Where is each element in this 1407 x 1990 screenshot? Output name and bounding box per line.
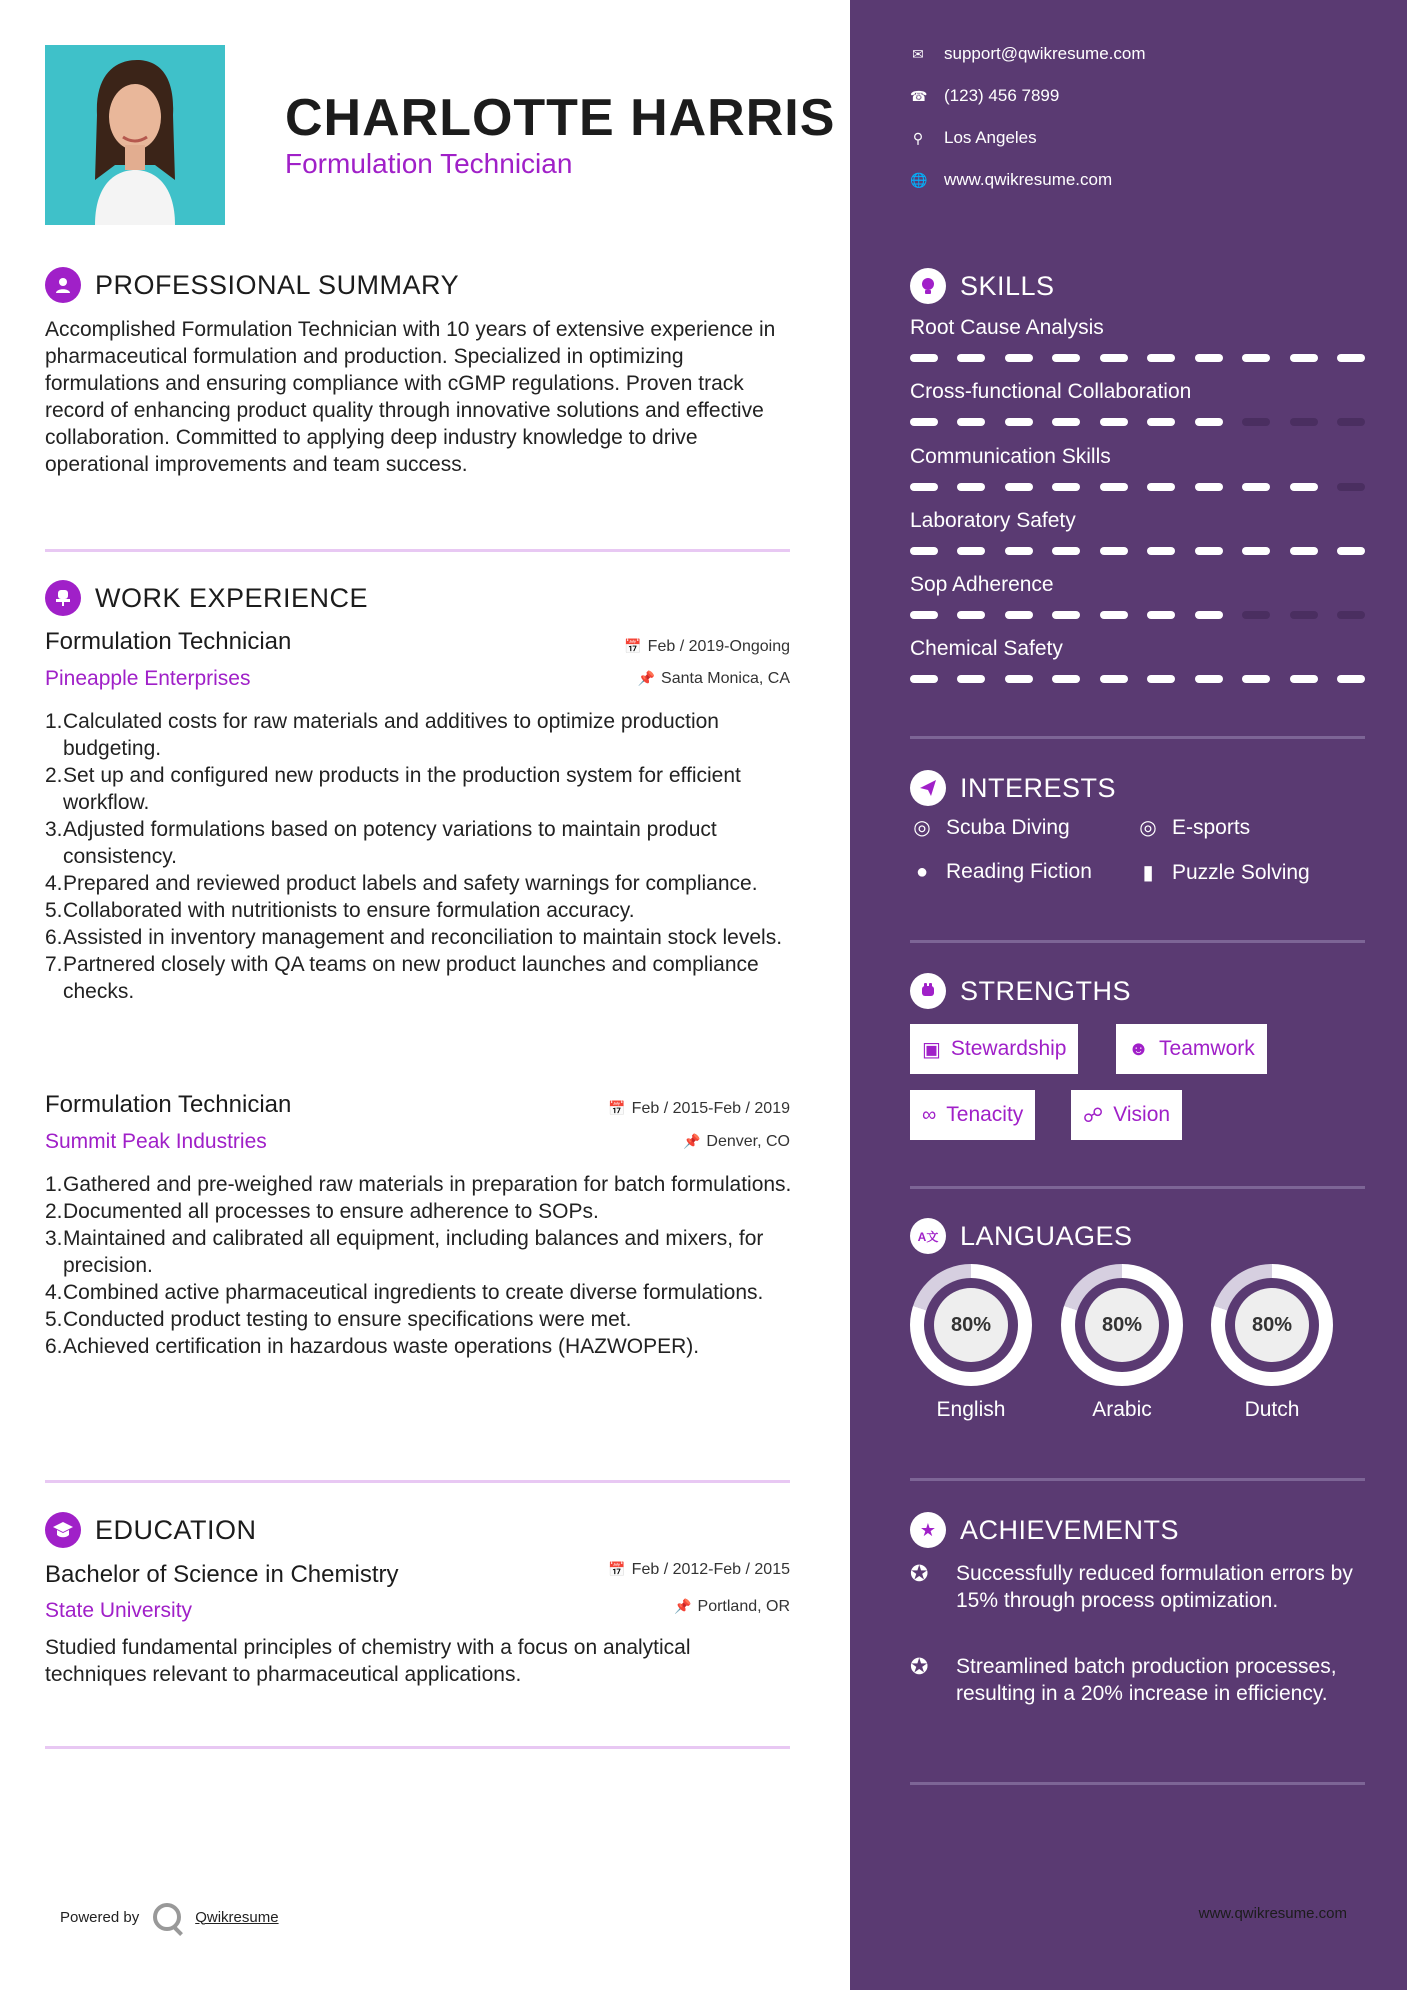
summary-heading bbox=[45, 267, 459, 303]
interests-heading bbox=[910, 770, 1116, 806]
language-item bbox=[1211, 1264, 1333, 1422]
skill-item bbox=[910, 637, 1365, 683]
summary-text: Accomplished Formulation Technician with 10 years of extensive experience in pharmaceutical formulation and production. Specialized in optimizing formulations and ensuring compliance with cGMP regulations. Proven track record of enhancing product quality through innovative solutions and effective collaboration. Committed to applying deep industry knowledge to drive operational improvements and team success. bbox=[45, 318, 776, 476]
skill-level-segment bbox=[1195, 354, 1223, 362]
language-name: English bbox=[936, 1398, 1006, 1421]
interest-item: ● Reading Fiction bbox=[910, 860, 1092, 884]
skill-item bbox=[910, 316, 1365, 362]
pin-icon: 📌 bbox=[682, 1133, 701, 1149]
job-title: Formulation Technician bbox=[45, 1091, 292, 1118]
brand-link[interactable]: Qwikresume bbox=[195, 1908, 279, 1926]
job-date: 📅 Feb / 2019-Ongoing bbox=[624, 638, 790, 655]
users-icon: ☻ bbox=[1128, 1037, 1150, 1060]
language-item bbox=[910, 1264, 1032, 1422]
skill-level-segment bbox=[1147, 547, 1175, 555]
envelope-icon: ✉ bbox=[912, 45, 924, 62]
skill-level-segment bbox=[1337, 675, 1365, 683]
calendar-icon: 📅 bbox=[624, 638, 642, 654]
list-item: 1. Gathered and pre-weighed raw materials in preparation for batch formulations. bbox=[45, 1173, 792, 1196]
list-item: 2. Documented all processes to ensure adherence to SOPs. bbox=[45, 1200, 599, 1223]
list-item: 5. Collaborated with nutritionists to ensure formulation accuracy. bbox=[45, 899, 635, 922]
skill-name: Cross-functional Collaboration bbox=[910, 380, 1192, 403]
skill-level-bar bbox=[910, 675, 1365, 683]
skill-level-segment bbox=[1100, 547, 1128, 555]
job-title: Formulation Technician bbox=[45, 628, 292, 655]
education-location: 📌 Portland, OR bbox=[674, 1598, 790, 1615]
list-item: 3. Maintained and calibrated all equipment, including balances and mixers, for precision. bbox=[45, 1227, 764, 1277]
skill-level-segment bbox=[1052, 354, 1080, 362]
interest-item: ◎ Scuba Diving bbox=[910, 815, 1070, 840]
skill-level-bar bbox=[910, 611, 1365, 619]
list-item: 4. Prepared and reviewed product labels and safety warnings for compliance. bbox=[45, 872, 758, 895]
sidebar bbox=[850, 0, 1407, 1990]
skill-level-segment bbox=[1147, 483, 1175, 491]
contact-phone[interactable]: ☎ (123) 456 7899 bbox=[910, 86, 1060, 105]
job-location: 📌 Denver, CO bbox=[682, 1133, 790, 1150]
skill-level-segment bbox=[1195, 675, 1223, 683]
skill-level-segment bbox=[1100, 483, 1128, 491]
skill-level-segment bbox=[1290, 547, 1318, 555]
skill-name: Communication Skills bbox=[910, 445, 1111, 468]
skill-level-segment bbox=[1005, 483, 1033, 491]
skill-level-segment bbox=[1100, 418, 1128, 426]
interest-item: ▮ Puzzle Solving bbox=[1136, 860, 1310, 885]
skill-level-segment bbox=[1242, 611, 1270, 619]
job-location: 📌 Santa Monica, CA bbox=[637, 670, 790, 687]
interests-title: INTERESTS bbox=[960, 772, 1117, 803]
star-icon: ✪ bbox=[910, 1654, 929, 1679]
briefcase-icon: ▣ bbox=[922, 1038, 941, 1061]
languages-title: LANGUAGES bbox=[960, 1220, 1133, 1251]
skill-level-segment bbox=[1195, 611, 1223, 619]
powered-by bbox=[60, 1903, 279, 1931]
skill-level-segment bbox=[1242, 675, 1270, 683]
skill-level-segment bbox=[1147, 611, 1175, 619]
skill-level-segment bbox=[1052, 483, 1080, 491]
footer-website[interactable]: www.qwikresume.com bbox=[1198, 1905, 1347, 1922]
map-marker-icon: ⚲ bbox=[912, 129, 924, 146]
skill-level-segment bbox=[957, 483, 985, 491]
skill-level-bar bbox=[910, 483, 1365, 491]
language-icon: A文 bbox=[910, 1218, 946, 1254]
skill-level-segment bbox=[1242, 483, 1270, 491]
skill-name: Chemical Safety bbox=[910, 637, 1063, 660]
summary-title: PROFESSIONAL SUMMARY bbox=[95, 269, 460, 300]
pin-icon: 📌 bbox=[674, 1598, 692, 1614]
work-title: WORK EXPERIENCE bbox=[95, 582, 369, 613]
language-ring bbox=[910, 1264, 1032, 1386]
candidate-title: Formulation Technician bbox=[285, 148, 573, 179]
skill-level-segment bbox=[1242, 354, 1270, 362]
skill-level-segment bbox=[1052, 418, 1080, 426]
job-company: Pineapple Enterprises bbox=[45, 667, 251, 690]
skill-level-segment bbox=[1195, 547, 1223, 555]
job-company: Summit Peak Industries bbox=[45, 1130, 267, 1153]
list-item: 3. Adjusted formulations based on potency variations to maintain product consistency. bbox=[45, 818, 717, 868]
divider bbox=[910, 1478, 1365, 1481]
skill-item bbox=[910, 445, 1365, 491]
list-item: 2. Set up and configured new products in the production system for efficient workflow. bbox=[45, 764, 741, 814]
strength-badge: ☍ Vision bbox=[1071, 1090, 1182, 1140]
education-title: EDUCATION bbox=[95, 1514, 257, 1545]
job-duties-list bbox=[45, 1171, 805, 1360]
skill-level-segment bbox=[1052, 611, 1080, 619]
degree-title: Bachelor of Science in Chemistry bbox=[45, 1561, 399, 1588]
skill-level-segment bbox=[957, 418, 985, 426]
paper-plane-icon bbox=[910, 770, 946, 806]
skill-level-segment bbox=[1005, 547, 1033, 555]
language-percent: 80% bbox=[1085, 1288, 1159, 1362]
contact-website[interactable]: 🌐 www.qwikresume.com bbox=[910, 170, 1113, 189]
star-icon: ✪ bbox=[910, 1561, 929, 1586]
skill-level-segment bbox=[910, 547, 938, 555]
divider bbox=[45, 549, 790, 552]
skill-level-segment bbox=[1290, 418, 1318, 426]
skill-level-segment bbox=[957, 354, 985, 362]
book-icon: ▮ bbox=[1142, 862, 1154, 884]
skill-item bbox=[910, 380, 1365, 426]
divider bbox=[45, 1746, 790, 1749]
skill-level-segment bbox=[1242, 418, 1270, 426]
divider bbox=[910, 736, 1365, 739]
skill-level-segment bbox=[1337, 547, 1365, 555]
pin-icon: 📌 bbox=[637, 670, 656, 686]
list-item: 7. Partnered closely with QA teams on new product launches and compliance checks. bbox=[45, 953, 759, 1003]
interest-item: ◎ E-sports bbox=[1136, 815, 1250, 840]
language-ring bbox=[1061, 1264, 1183, 1386]
education-heading bbox=[45, 1512, 257, 1548]
skill-level-segment bbox=[1195, 483, 1223, 491]
calendar-icon: 📅 bbox=[608, 1561, 626, 1577]
strengths-title: STRENGTHS bbox=[960, 975, 1132, 1006]
divider bbox=[45, 1480, 790, 1483]
skill-level-bar bbox=[910, 547, 1365, 555]
language-percent: 80% bbox=[1235, 1288, 1309, 1362]
language-name: Dutch bbox=[1244, 1398, 1300, 1421]
language-percent: 80% bbox=[934, 1288, 1008, 1362]
link-icon: ∞ bbox=[922, 1103, 937, 1126]
profile-photo bbox=[45, 45, 225, 225]
achievement-item: ✪ Streamlined batch production processes, resulting in a 20% increase in efficiency. bbox=[910, 1654, 1337, 1705]
powered-by-label: Powered by bbox=[60, 1908, 140, 1926]
star-badge-icon: ★ bbox=[910, 1512, 946, 1548]
skill-level-segment bbox=[957, 547, 985, 555]
list-item: 4. Combined active pharmaceutical ingredients to create diverse formulations. bbox=[45, 1281, 764, 1304]
skill-level-segment bbox=[1005, 611, 1033, 619]
contact-email[interactable]: ✉ support@qwikresume.com bbox=[910, 44, 1146, 64]
skill-level-segment bbox=[1290, 483, 1318, 491]
skill-level-segment bbox=[1052, 547, 1080, 555]
contact-location: ⚲ Los Angeles bbox=[910, 128, 1037, 148]
skill-level-segment bbox=[1100, 611, 1128, 619]
skill-level-segment bbox=[910, 354, 938, 362]
list-item: 6. Assisted in inventory management and reconciliation to maintain stock levels. bbox=[45, 926, 783, 949]
job-date: 📅 Feb / 2015-Feb / 2019 bbox=[608, 1100, 790, 1117]
divider bbox=[910, 940, 1365, 943]
skill-level-segment bbox=[1147, 354, 1175, 362]
skill-name: Laboratory Safety bbox=[910, 509, 1076, 532]
achievements-title: ACHIEVEMENTS bbox=[960, 1514, 1180, 1545]
skill-level-segment bbox=[1290, 675, 1318, 683]
user-icon bbox=[45, 267, 81, 303]
achievements-heading bbox=[910, 1512, 1179, 1548]
calendar-icon: 📅 bbox=[608, 1100, 626, 1116]
language-ring bbox=[1211, 1264, 1333, 1386]
skill-level-segment bbox=[1147, 418, 1175, 426]
divider bbox=[910, 1782, 1365, 1785]
briefcase-chair-icon bbox=[45, 580, 81, 616]
education-text: Studied fundamental principles of chemistry with a focus on analytical techniques relevant to pharmaceutical applications. bbox=[45, 1636, 691, 1686]
languages-heading bbox=[910, 1218, 1133, 1254]
job-duties-list bbox=[45, 708, 805, 1005]
graduation-icon bbox=[45, 1512, 81, 1548]
education-date: 📅 Feb / 2012-Feb / 2015 bbox=[608, 1561, 790, 1578]
skill-level-segment bbox=[1100, 675, 1128, 683]
binoculars-icon: ☍ bbox=[1083, 1104, 1104, 1127]
skill-level-segment bbox=[910, 611, 938, 619]
skill-level-segment bbox=[957, 675, 985, 683]
skill-level-bar bbox=[910, 418, 1365, 426]
skill-level-bar bbox=[910, 354, 1365, 362]
divider bbox=[910, 1186, 1365, 1189]
strength-badge: ∞ Tenacity bbox=[910, 1090, 1035, 1140]
globe-icon: 🌐 bbox=[910, 171, 928, 188]
skill-level-segment bbox=[910, 483, 938, 491]
skill-level-segment bbox=[1052, 675, 1080, 683]
skills-heading bbox=[910, 268, 1055, 304]
school-name: State University bbox=[45, 1599, 193, 1622]
skill-level-segment bbox=[1337, 611, 1365, 619]
skill-level-segment bbox=[1005, 675, 1033, 683]
lifebuoy-icon: ◎ bbox=[1139, 817, 1157, 839]
list-item: 6. Achieved certification in hazardous waste operations (HAZWOPER). bbox=[45, 1335, 700, 1358]
skill-level-segment bbox=[1100, 354, 1128, 362]
lifebuoy-icon: ◎ bbox=[913, 817, 931, 839]
phone-icon: ☎ bbox=[910, 87, 928, 104]
qwikresume-logo-icon bbox=[153, 1903, 181, 1931]
lightbulb-icon bbox=[910, 268, 946, 304]
skill-level-segment bbox=[1337, 354, 1365, 362]
language-item bbox=[1061, 1264, 1183, 1422]
fist-icon bbox=[910, 973, 946, 1009]
strengths-heading bbox=[910, 973, 1131, 1009]
list-item: 1. Calculated costs for raw materials and additives to optimize production budgeting. bbox=[45, 710, 719, 760]
achievement-item: ✪ Successfully reduced formulation errors by 15% through process optimization. bbox=[910, 1561, 1353, 1612]
language-name: Arabic bbox=[1092, 1398, 1152, 1421]
skill-name: Sop Adherence bbox=[910, 573, 1054, 596]
candidate-name: CHARLOTTE HARRIS bbox=[285, 89, 836, 147]
skill-level-segment bbox=[1337, 418, 1365, 426]
skill-level-segment bbox=[1242, 547, 1270, 555]
skill-level-segment bbox=[957, 611, 985, 619]
skill-level-segment bbox=[1147, 675, 1175, 683]
skill-name: Root Cause Analysis bbox=[910, 316, 1104, 339]
skill-level-segment bbox=[1195, 418, 1223, 426]
skill-level-segment bbox=[1290, 354, 1318, 362]
portrait-image bbox=[45, 45, 225, 225]
strength-badge: ☻ Teamwork bbox=[1116, 1024, 1267, 1074]
skill-level-segment bbox=[910, 675, 938, 683]
skill-item bbox=[910, 509, 1365, 555]
skill-level-segment bbox=[1005, 418, 1033, 426]
list-item: 5. Conducted product testing to ensure specifications were met. bbox=[45, 1308, 632, 1331]
skill-level-segment bbox=[910, 418, 938, 426]
skill-level-segment bbox=[1290, 611, 1318, 619]
skill-level-segment bbox=[1337, 483, 1365, 491]
skills-title: SKILLS bbox=[960, 270, 1055, 301]
skill-item bbox=[910, 573, 1365, 619]
gamepad-icon: ● bbox=[915, 860, 929, 883]
skill-level-segment bbox=[1005, 354, 1033, 362]
strength-badge: ▣ Stewardship bbox=[910, 1024, 1078, 1074]
work-heading bbox=[45, 580, 368, 616]
